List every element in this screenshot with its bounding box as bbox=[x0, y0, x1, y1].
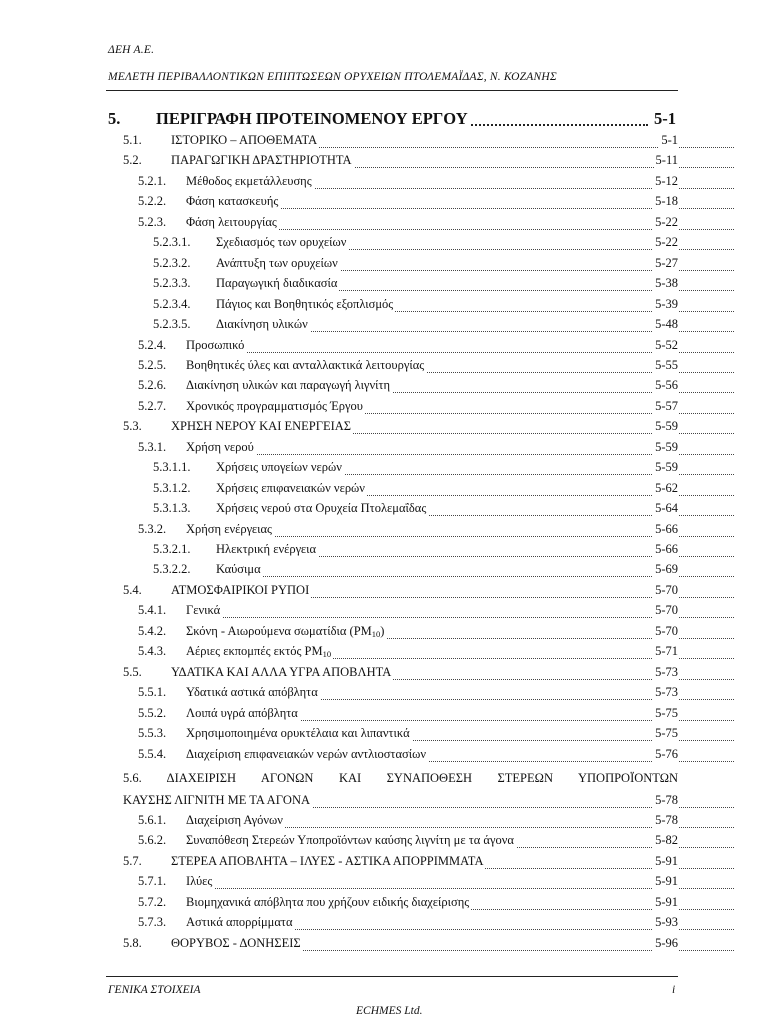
toc-dot-leader bbox=[186, 617, 734, 618]
toc-entry-number: 5.2.2. bbox=[138, 194, 167, 209]
toc-entry[interactable] bbox=[0, 915, 768, 935]
toc-entry-number: 5.8. bbox=[123, 935, 142, 950]
toc-entry-number: 5.3.2.1. bbox=[153, 542, 191, 556]
toc-entry-page: 5-91 bbox=[655, 894, 678, 909]
toc-entry-title: Καύσιμα bbox=[216, 562, 261, 577]
toc-entry-page: 5-75 bbox=[655, 705, 678, 720]
toc-entry-title: Συναπόθεση Στερεών Υποπροϊόντων καύσης λιγνίτη με τα άγονα bbox=[186, 833, 514, 848]
toc-entry-title: ΑΤΜΟΣΦΑΙΡΙΚΟΙ ΡΥΠΟΙ bbox=[171, 582, 310, 597]
toc-entry-title-part2: ΚΑΥΣΗΣ ΛΙΓΝΙΤΗ ΜΕ ΤΑ ΑΓΟΝΑ bbox=[123, 793, 311, 807]
toc-entry-title: Φάση κατασκευής bbox=[186, 194, 279, 209]
toc-entry-page: 5-78 bbox=[655, 793, 678, 807]
toc-entry-page: 5-48 bbox=[655, 317, 678, 332]
toc-entry-number: 5.6. bbox=[123, 771, 142, 785]
toc-entry[interactable] bbox=[0, 276, 768, 296]
toc-entry-page: 5-71 bbox=[655, 644, 678, 659]
toc-entry[interactable] bbox=[0, 338, 768, 358]
toc-entry-title-word: ΣΥΝΑΠΟΘΕΣΗ bbox=[386, 771, 473, 785]
toc-entry-page: 5-59 bbox=[655, 439, 678, 454]
toc-entry-page: 5-57 bbox=[655, 398, 678, 413]
toc-entry[interactable] bbox=[0, 665, 768, 685]
toc-entry-page: 5-38 bbox=[655, 276, 678, 291]
toc-entry-title: Χρονικός προγραμματισμός Έργου bbox=[186, 398, 363, 413]
toc-chapter-entry[interactable] bbox=[108, 109, 676, 131]
toc-entry-page: 5-73 bbox=[655, 685, 678, 700]
toc-entry[interactable] bbox=[0, 813, 768, 833]
toc-entry-title: Διακίνηση υλικών bbox=[216, 317, 308, 332]
toc-entry[interactable] bbox=[0, 833, 768, 853]
toc-entry-title: Αέριες εκπομπές εκτός $PM_{10}$ bbox=[186, 644, 332, 660]
toc-entry[interactable] bbox=[0, 153, 768, 173]
toc-entry-title: Φάση λειτουργίας bbox=[186, 214, 277, 229]
toc-entry[interactable] bbox=[0, 378, 768, 398]
toc-chapter-title: ΠΕΡΙΓΡΑΦΗ ΠΡΟΤΕΙΝΟΜΕΝΟΥ ΕΡΓΟΥ bbox=[156, 109, 468, 128]
toc-chapter-page: 5-1 bbox=[654, 109, 676, 128]
toc-entry[interactable] bbox=[0, 419, 768, 439]
toc-entry[interactable] bbox=[0, 522, 768, 542]
toc-entry-number: 5.2.3.1. bbox=[153, 235, 191, 250]
toc-entry-page: 5-62 bbox=[655, 480, 678, 495]
toc-entry-title: Χρήση ενέργειας bbox=[186, 521, 273, 536]
toc-entry-title: Πάγιος και Βοηθητικός εξοπλισμός bbox=[216, 296, 394, 311]
toc-entry[interactable] bbox=[0, 256, 768, 276]
toc-entry-title: Σχεδιασμός των ορυχείων bbox=[216, 235, 347, 250]
toc-entry[interactable] bbox=[0, 706, 768, 726]
toc-entry-number: 5.2.6. bbox=[138, 378, 167, 393]
toc-entry-number: 5.4.2. bbox=[138, 623, 167, 638]
toc-entry-title: ΣΤΕΡΕΑ ΑΠΟΒΛΗΤΑ – ΙΛΥΕΣ - ΑΣΤΙΚΑ ΑΠΟΡΡΙΜΜΑΤΑ bbox=[171, 853, 484, 868]
toc-entry-number: 5.2.3.5. bbox=[153, 317, 191, 332]
toc-entry[interactable] bbox=[0, 726, 768, 746]
toc-entry-number: 5.2.7. bbox=[138, 398, 167, 413]
toc-entry-number: 5.5.1. bbox=[138, 685, 167, 700]
toc-entry[interactable] bbox=[0, 874, 768, 894]
toc-entry[interactable] bbox=[0, 358, 768, 378]
toc-entry-page: 5-52 bbox=[655, 337, 678, 352]
toc-entry-title: Χρήση νερού bbox=[186, 439, 254, 454]
toc-entry[interactable] bbox=[0, 747, 768, 767]
toc-entry-title-word: ΔΙΑΧΕΙΡΙΣΗ bbox=[166, 771, 237, 785]
toc-entry-title: Χρησιμοποιημένα ορυκτέλαια και λιπαντικά bbox=[186, 726, 410, 741]
toc-entry-title: Ιλύες bbox=[186, 874, 213, 889]
toc-entry-title: Γενικά bbox=[186, 603, 221, 618]
toc-entry-page: 5-39 bbox=[655, 296, 678, 311]
toc-entry-number: 5.5.4. bbox=[138, 746, 167, 761]
toc-entry-number: 5.6.1. bbox=[138, 813, 167, 827]
toc-entry-page: 5-75 bbox=[655, 726, 678, 741]
toc-entry-page: 5-59 bbox=[655, 419, 678, 434]
toc-entry-page: 5-22 bbox=[655, 235, 678, 250]
toc-entry[interactable] bbox=[0, 685, 768, 705]
toc-entry-number: 5.6.2. bbox=[138, 833, 167, 848]
toc-entry-number: 5.7. bbox=[123, 853, 142, 868]
toc-entry[interactable] bbox=[0, 399, 768, 419]
toc-entry-number: 5.2.5. bbox=[138, 357, 167, 372]
toc-entry[interactable] bbox=[0, 624, 768, 644]
toc-entry-title-word: ΚΑΙ bbox=[338, 771, 362, 785]
toc-entry-page: 5-76 bbox=[655, 746, 678, 761]
toc-entry-page: 5-18 bbox=[655, 194, 678, 209]
toc-entry-page: 5-91 bbox=[655, 874, 678, 889]
footer-divider bbox=[106, 976, 678, 977]
toc-entry-number: 5.4.1. bbox=[138, 603, 167, 618]
toc-chapter-number: 5. bbox=[108, 109, 121, 128]
toc-entry-title: ΙΣΤΟΡΙΚΟ – ΑΠΟΘΕΜΑΤΑ bbox=[171, 133, 318, 147]
toc-entry[interactable] bbox=[0, 194, 768, 214]
toc-entry-page: 5-96 bbox=[655, 935, 678, 950]
toc-entry[interactable] bbox=[0, 317, 768, 337]
footer-company: ECHMES Ltd. bbox=[356, 1005, 423, 1017]
toc-dot-leader bbox=[186, 454, 734, 455]
toc-entry-title: Χρήσεις υπογείων νερών bbox=[216, 460, 342, 475]
toc-entry-title-word: ΣΤΕΡΕΩΝ bbox=[497, 771, 553, 785]
toc-entry-number: 5.3.1.1. bbox=[153, 460, 191, 475]
toc-entry-number: 5.2.3. bbox=[138, 214, 167, 229]
toc-entry-number: 5.7.1. bbox=[138, 874, 167, 889]
toc-entry-number: 5.7.2. bbox=[138, 894, 167, 909]
toc-entry-page: 5-70 bbox=[655, 582, 678, 597]
toc-entry-page: 5-27 bbox=[655, 255, 678, 270]
toc-entry-title: Λοιπά υγρά απόβλητα bbox=[186, 705, 298, 720]
toc-entry-title-word: ΑΓΟΝΩΝ bbox=[260, 771, 314, 785]
toc-entry-page: 5-93 bbox=[655, 915, 678, 930]
toc-entry-title: Προσωπικό bbox=[186, 337, 245, 352]
toc-entry-page: 5-73 bbox=[655, 664, 678, 679]
toc-entry-title: Ανάπτυξη των ορυχείων bbox=[216, 255, 338, 270]
toc-entry[interactable] bbox=[0, 481, 768, 501]
header-company: ΔΕΗ Α.Ε. bbox=[108, 44, 155, 56]
toc-dot-leader bbox=[186, 352, 734, 353]
toc-entry-page: 5-70 bbox=[655, 623, 678, 638]
toc-entry-page: 5-56 bbox=[655, 378, 678, 393]
toc-entry-title: Διαχείριση επιφανειακών νερών αντλιοστασίων bbox=[186, 746, 426, 761]
toc-entry-page: 5-59 bbox=[655, 460, 678, 475]
toc-entry[interactable] bbox=[0, 297, 768, 317]
toc-entry-number: 5.2.4. bbox=[138, 337, 167, 352]
toc-entry-title: Βιομηχανικά απόβλητα που χρήζουν ειδικής διαχείρισης bbox=[186, 894, 470, 909]
toc-entry-title: Διαχείριση Αγόνων bbox=[186, 813, 283, 827]
toc-entry[interactable] bbox=[0, 895, 768, 915]
toc-entry-number: 5.3.1.3. bbox=[153, 501, 191, 516]
toc-entry-title: ΠΑΡΑΓΩΓΙΚΗ ΔΡΑΣΤΗΡΙΟΤΗΤΑ bbox=[171, 153, 352, 168]
toc-entry-number: 5.7.3. bbox=[138, 915, 167, 930]
toc-entry-title: ΥΔΑΤΙΚΑ ΚΑΙ ΑΛΛΑ ΥΓΡΑ ΑΠΟΒΛΗΤΑ bbox=[171, 664, 392, 679]
toc-entry-5-6-line1[interactable] bbox=[123, 771, 678, 786]
toc-entry-number: 5.3.2.2. bbox=[153, 562, 191, 577]
toc-entry-number: 5.5.3. bbox=[138, 726, 167, 741]
toc-entry-title: Σκόνη - Αιωρούμενα σωματίδια $(PM_{10})$ bbox=[186, 623, 385, 639]
toc-entry-page: 5-70 bbox=[655, 603, 678, 618]
toc-entry-page: 5-91 bbox=[655, 853, 678, 868]
toc-entry-title-part1 bbox=[167, 771, 678, 785]
footer-page-number: i bbox=[672, 984, 676, 996]
toc-entry-number: 5.3.1. bbox=[138, 439, 167, 454]
toc-entry-page: 5-1 bbox=[661, 133, 678, 147]
toc-entry-number: 5.2.3.4. bbox=[153, 296, 191, 311]
toc-entry[interactable] bbox=[0, 174, 768, 194]
toc-entry-title: Παραγωγική διαδικασία bbox=[216, 276, 338, 291]
toc-entry[interactable] bbox=[0, 854, 768, 874]
toc-entry-number: 5.1. bbox=[123, 133, 142, 147]
toc-dot-leader bbox=[186, 888, 734, 889]
header-study-title: ΜΕΛΕΤΗ ΠΕΡΙΒΑΛΛΟΝΤΙΚΩΝ ΕΠΙΠΤΩΣΕΩΝ ΟΡΥΧΕΙΩΝ ΠΤΟΛΕΜΑΪΔΑΣ, Ν. ΚΟΖΑΝΗΣ bbox=[108, 71, 557, 83]
toc-entry-title: Χρήσεις επιφανειακών νερών bbox=[216, 480, 365, 495]
toc-entry-page: 5-11 bbox=[655, 153, 678, 168]
toc-entry-page: 5-66 bbox=[655, 521, 678, 536]
toc-entry-title: Μέθοδος εκμετάλλευσης bbox=[186, 173, 312, 188]
toc-entry[interactable] bbox=[0, 603, 768, 623]
toc-entry[interactable] bbox=[0, 460, 768, 480]
toc-entry[interactable] bbox=[0, 501, 768, 521]
toc-entry-number: 5.5.2. bbox=[138, 705, 167, 720]
toc-entry-page: 5-55 bbox=[655, 357, 678, 372]
footer-section: ΓΕΝΙΚΑ ΣΤΟΙΧΕΙΑ bbox=[108, 984, 201, 996]
toc-entry-number: 5.2.3.3. bbox=[153, 276, 191, 291]
toc-entry-title: Αστικά απορρίμματα bbox=[186, 915, 293, 930]
toc-entry-number: 5.2. bbox=[123, 153, 142, 168]
toc-entry-title: Χρήσεις νερού στα Ορυχεία Πτολεμαΐδας bbox=[216, 501, 427, 516]
toc-entry-title: Υδατικά αστικά απόβλητα bbox=[186, 685, 318, 700]
toc-entry[interactable] bbox=[0, 583, 768, 603]
toc-entry-title-word: ΥΠΟΠΡΟΪΟΝΤΩΝ bbox=[577, 771, 679, 785]
toc-entry[interactable] bbox=[0, 440, 768, 460]
toc-entry[interactable] bbox=[0, 215, 768, 235]
toc-entry[interactable] bbox=[0, 644, 768, 664]
toc-entry-page: 5-12 bbox=[655, 173, 678, 188]
toc-entry-number: 5.2.3.2. bbox=[153, 255, 191, 270]
toc-entry-page: 5-64 bbox=[655, 501, 678, 516]
toc-entry-number: 5.3. bbox=[123, 419, 142, 434]
toc-entry-page: 5-66 bbox=[655, 542, 678, 556]
toc-entry-5-6-line2[interactable] bbox=[0, 793, 768, 813]
toc-entry-title: Διακίνηση υλικών και παραγωγή λιγνίτη bbox=[186, 378, 391, 393]
header-divider bbox=[106, 90, 678, 91]
toc-entry[interactable] bbox=[0, 235, 768, 255]
toc-entry-title: ΧΡΗΣΗ ΝΕΡΟΥ ΚΑΙ ΕΝΕΡΓΕΙΑΣ bbox=[171, 419, 352, 434]
toc-entry-page: 5-78 bbox=[655, 813, 678, 827]
toc-entry-page: 5-69 bbox=[655, 562, 678, 577]
toc-entry[interactable] bbox=[0, 542, 768, 562]
toc-entry[interactable] bbox=[0, 936, 768, 956]
toc-entry-number: 5.5. bbox=[123, 664, 142, 679]
toc-entry-title: ΘΟΡΥΒΟΣ - ΔΟΝΗΣΕΙΣ bbox=[171, 935, 301, 950]
toc-entry-page: 5-22 bbox=[655, 214, 678, 229]
toc-entry-title: Βοηθητικές ύλες και ανταλλακτικά λειτουργίας bbox=[186, 357, 425, 372]
toc-entry-title: Ηλεκτρική ενέργεια bbox=[216, 542, 317, 556]
toc-entry-page: 5-82 bbox=[655, 833, 678, 848]
toc-entry[interactable] bbox=[0, 562, 768, 582]
toc-entry-number: 5.3.2. bbox=[138, 521, 167, 536]
toc-entry[interactable] bbox=[0, 133, 768, 153]
toc-entry-number: 5.2.1. bbox=[138, 173, 167, 188]
toc-entry-number: 5.4. bbox=[123, 582, 142, 597]
toc-entry-number: 5.4.3. bbox=[138, 644, 167, 659]
toc-entry-number: 5.3.1.2. bbox=[153, 480, 191, 495]
